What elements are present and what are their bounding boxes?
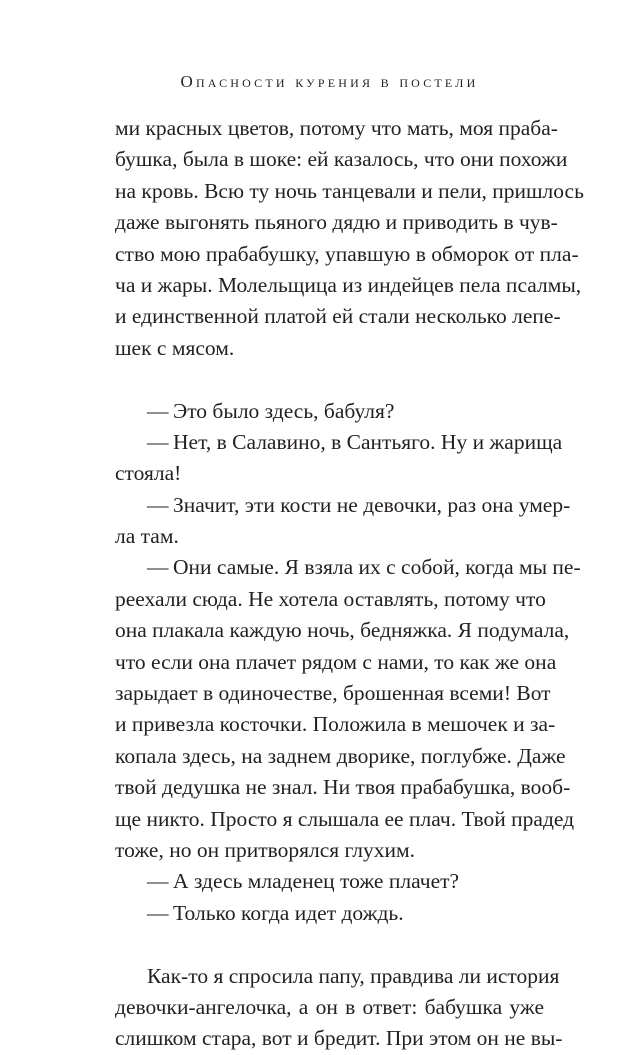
text-line: даже выгонять пьяного дядю и приводить в чув-: [115, 210, 558, 235]
paragraph: [115, 113, 584, 364]
text-line: девочки-ангелочка, а он в ответ: бабушка уже: [115, 994, 544, 1019]
dialogue-line: [115, 898, 544, 929]
text-line: и единственной платой ей стали несколько лепе-: [115, 304, 561, 329]
text-line: что если она плачет рядом с нами, то как же она: [115, 649, 557, 674]
text-line: ство мою прабабушку, упавшую в обморок от пла-: [115, 241, 579, 266]
text-line: копала здесь, на заднем дворике, поглубже. Даже: [115, 743, 566, 768]
em-dash: —: [147, 429, 169, 454]
dialogue-line: [115, 396, 544, 427]
body-text: [115, 113, 584, 1055]
text-line: шек с мясом.: [115, 335, 235, 360]
text-line: — А здесь младенец тоже плачет?: [115, 866, 544, 897]
dialogue-line: [115, 490, 571, 553]
text-line: — Только когда идет дождь.: [115, 898, 544, 929]
text-line: и привезла косточки. Положила в мешочек и за-: [115, 712, 556, 737]
text-line: зарыдает в одиночестве, брошенная всеми! Вот: [115, 681, 551, 706]
dialogue-line: [115, 866, 544, 897]
text-line: твой дедушка не знал. Ни твоя прабабушка, вооб-: [115, 775, 571, 800]
text-line: — Это было здесь, бабуля?: [115, 396, 544, 427]
dialogue-line: [115, 552, 581, 866]
em-dash: —: [147, 869, 169, 894]
text-line: — Нет, в Салавино, в Сантьяго. Ну и жарища: [115, 427, 544, 458]
text-line: Как-то я спросила папу, правдива ли история: [147, 963, 560, 988]
text-line: ча и жары. Молельщица из индейцев пела псалмы,: [115, 272, 582, 297]
em-dash: —: [147, 555, 169, 580]
text-line: ще никто. Просто я слышала ее плач. Твой прадед: [115, 806, 575, 831]
paragraph: [115, 961, 563, 1055]
text-line: — Значит, эти кости не девочки, раз она умер-: [115, 490, 544, 521]
text-line: на кровь. Всю ту ночь танцевали и пели, пришлось: [115, 178, 584, 203]
text-line: бушка, была в шоке: ей казалось, что они похожи: [115, 147, 568, 172]
text-line: реехали сюда. Не хотела оставлять, потому что: [115, 586, 546, 611]
dialogue-line: [115, 427, 563, 490]
section-gap: [115, 929, 544, 960]
text-line: ла там.: [115, 524, 179, 549]
text-line: ми красных цветов, потому что мать, моя праба-: [115, 116, 558, 140]
text-line: стояла!: [115, 461, 182, 486]
text-line: она плакала каждую ночь, бедняжка. Я подумала,: [115, 618, 570, 643]
em-dash: —: [147, 492, 169, 517]
running-head: Опасности курения в постели: [180, 72, 479, 91]
section-gap: [115, 364, 544, 395]
text-line: тоже, но он притворялся глухим.: [115, 837, 415, 862]
text-line: — Они самые. Я взяла их с собой, когда мы пе-: [115, 552, 544, 583]
em-dash: —: [147, 398, 169, 423]
em-dash: —: [147, 900, 169, 925]
text-line: слишком стара, вот и бредит. При этом он не вы-: [115, 1026, 563, 1051]
